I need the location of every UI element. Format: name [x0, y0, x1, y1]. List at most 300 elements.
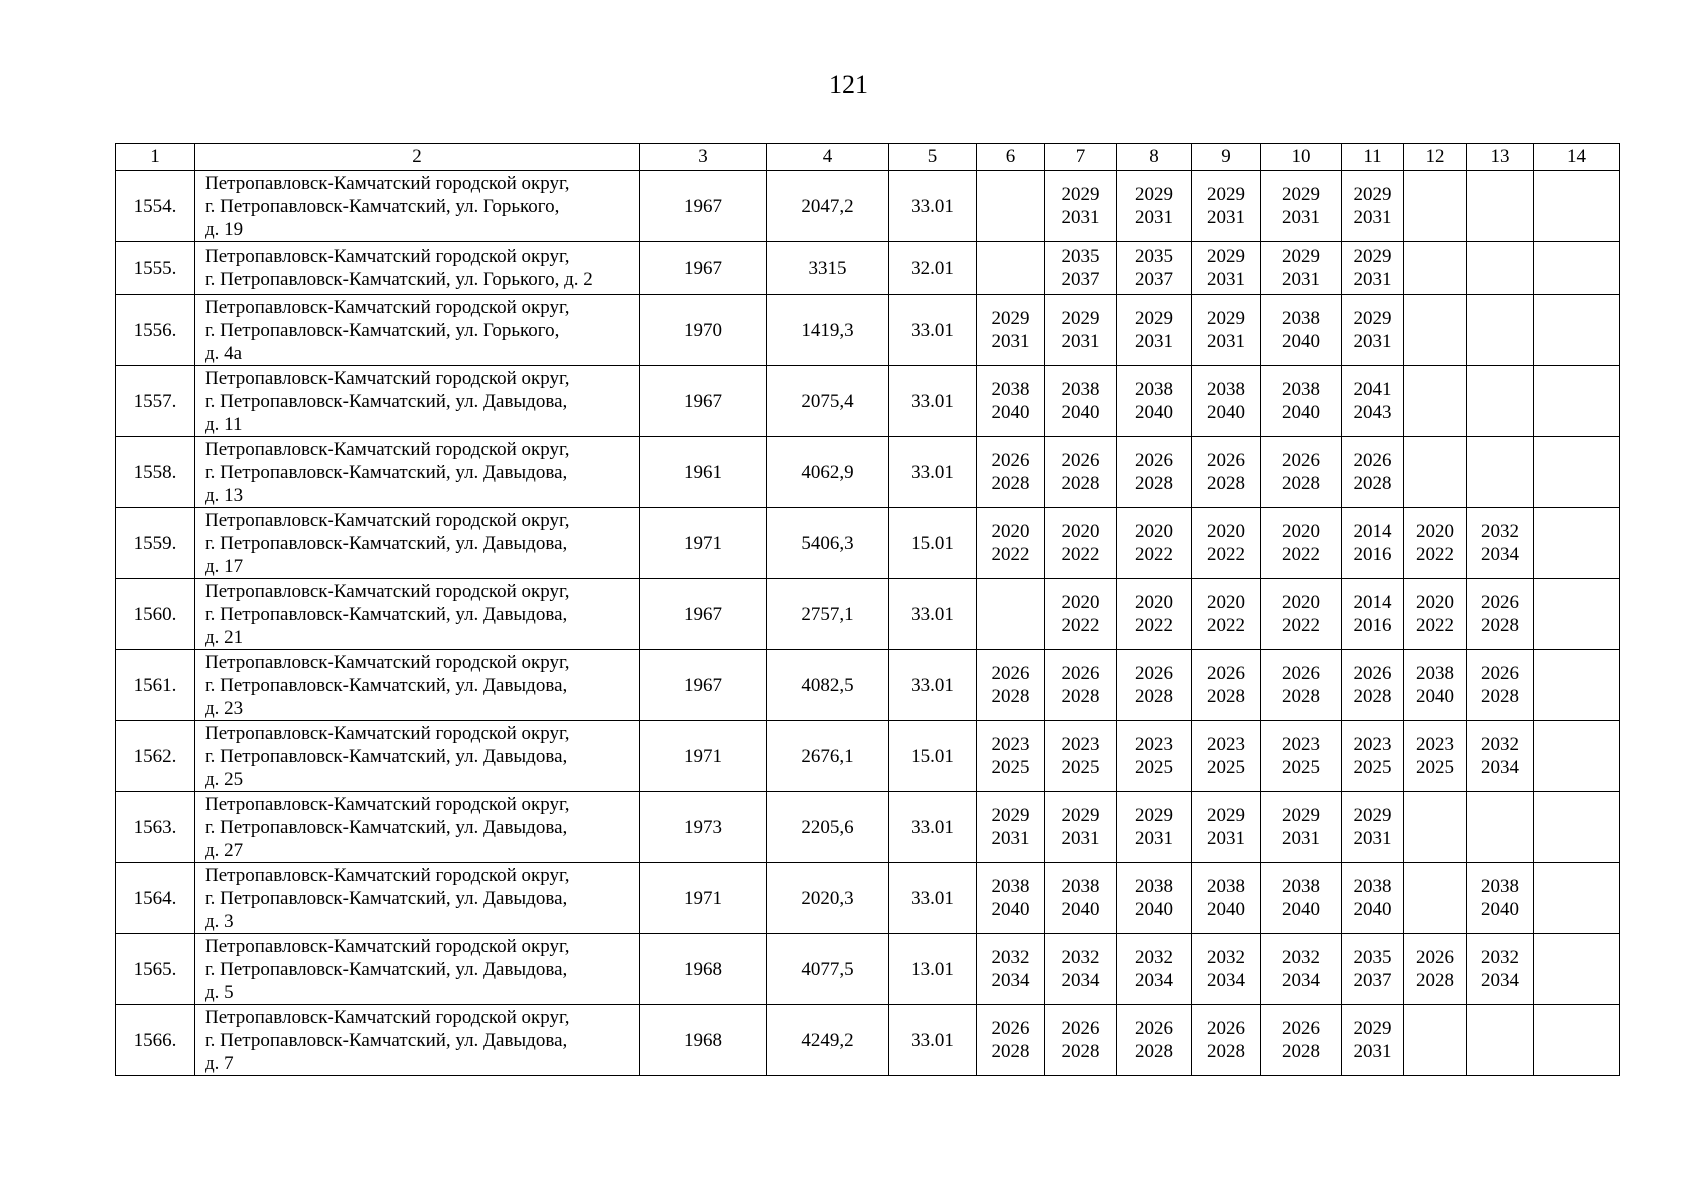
period-cell-12: [1404, 792, 1467, 863]
period-end-year: 2028: [1353, 473, 1392, 494]
table-row: [116, 579, 1620, 650]
period-cell-10: [1261, 508, 1342, 579]
period-cell-14: [1534, 295, 1620, 366]
address-cell: [195, 650, 640, 721]
period-cell-9: [1192, 437, 1261, 508]
period-end-year: 2028: [1135, 473, 1173, 494]
area-cell: 2047,2: [767, 171, 889, 242]
column-header-9: 9: [1192, 144, 1261, 171]
period-cell-6: [977, 792, 1045, 863]
period-end-year: 2028: [1282, 473, 1320, 494]
address-line: Петропавловск-Камчатский городской округ,: [205, 246, 570, 267]
period-cell-10: [1261, 171, 1342, 242]
period-cell-8: [1117, 1005, 1192, 1076]
period-cell-7: [1045, 366, 1117, 437]
period-start-year: 2026: [1416, 947, 1454, 968]
address-line: д. 25: [205, 768, 244, 790]
build-year-cell: 1971: [640, 863, 767, 934]
period-cell-10: [1261, 863, 1342, 934]
period-end-year: 2028: [1481, 615, 1519, 636]
address-line: г. Петропавловск-Камчатский, ул. Горького,: [205, 195, 560, 217]
period-end-year: 2028: [1416, 970, 1454, 991]
period-cell-7: [1045, 934, 1117, 1005]
period-cell-8: [1117, 934, 1192, 1005]
period-start-year: 2032: [1135, 947, 1173, 968]
period-end-year: 2031: [1135, 331, 1173, 352]
address-line: д. 23: [205, 697, 244, 719]
build-year-cell: 1973: [640, 792, 767, 863]
period-cell-10: [1261, 366, 1342, 437]
period-cell-14: [1534, 934, 1620, 1005]
period-start-year: 2020: [1416, 521, 1454, 542]
column-header-14: 14: [1534, 144, 1620, 171]
address-cell: [195, 792, 640, 863]
address-line: г. Петропавловск-Камчатский, ул. Давыдова,: [205, 958, 568, 980]
period-cell-13: [1467, 934, 1534, 1005]
column-header-7: 7: [1045, 144, 1117, 171]
address-line: г. Петропавловск-Камчатский, ул. Давыдова,: [205, 816, 568, 838]
period-start-year: 2026: [1135, 663, 1173, 684]
period-end-year: 2028: [991, 686, 1030, 707]
period-start-year: 2038: [991, 876, 1030, 897]
period-end-year: 2040: [1416, 686, 1454, 707]
period-cell-11: [1342, 792, 1404, 863]
address-line: г. Петропавловск-Камчатский, ул. Давыдова,: [205, 532, 568, 554]
period-cell-9: [1192, 863, 1261, 934]
period-cell-12: [1404, 437, 1467, 508]
period-cell-13: [1467, 792, 1534, 863]
period-start-year: 2023: [1282, 734, 1320, 755]
build-year-cell: 1971: [640, 721, 767, 792]
row-number-cell: 1556.: [116, 295, 195, 366]
period-start-year: 2029: [1135, 805, 1173, 826]
period-cell-9: [1192, 366, 1261, 437]
period-end-year: 2034: [1282, 970, 1320, 991]
period-cell-6: [977, 934, 1045, 1005]
period-start-year: 2026: [1353, 663, 1392, 684]
period-cell-10: [1261, 792, 1342, 863]
period-cell-7: [1045, 171, 1117, 242]
period-start-year: 2035: [1061, 246, 1100, 267]
period-cell-9: [1192, 792, 1261, 863]
column-header-11: 11: [1342, 144, 1404, 171]
period-cell-9: [1192, 171, 1261, 242]
period-cell-11: [1342, 934, 1404, 1005]
address-line: д. 3: [205, 910, 234, 932]
build-year-cell: 1967: [640, 366, 767, 437]
period-cell-10: [1261, 242, 1342, 295]
address-cell: [195, 1005, 640, 1076]
period-end-year: 2028: [1282, 1041, 1320, 1062]
period-end-year: 2022: [1061, 615, 1100, 636]
period-cell-6: [977, 171, 1045, 242]
period-end-year: 2025: [1135, 757, 1173, 778]
period-start-year: 2038: [991, 379, 1030, 400]
period-end-year: 2025: [1353, 757, 1392, 778]
address-line: Петропавловск-Камчатский городской округ,: [205, 509, 570, 531]
period-end-year: 2028: [991, 1041, 1030, 1062]
period-cell-11: [1342, 242, 1404, 295]
address-cell: [195, 863, 640, 934]
period-cell-12: [1404, 934, 1467, 1005]
period-end-year: 2040: [1061, 899, 1100, 920]
period-cell-14: [1534, 171, 1620, 242]
build-year-cell: 1967: [640, 171, 767, 242]
address-line: г. Петропавловск-Камчатский, ул. Давыдова,: [205, 603, 568, 625]
address-line: г. Петропавловск-Камчатский, ул. Давыдова,: [205, 1029, 568, 1051]
period-cell-13: [1467, 242, 1534, 295]
period-cell-14: [1534, 508, 1620, 579]
period-cell-12: [1404, 650, 1467, 721]
period-end-year: 2031: [1353, 331, 1392, 352]
address-cell: [195, 508, 640, 579]
period-start-year: 2029: [1207, 805, 1245, 826]
period-cell-6: [977, 863, 1045, 934]
address-line: Петропавловск-Камчатский городской округ,: [205, 1006, 570, 1028]
period-end-year: 2022: [1282, 544, 1320, 565]
period-cell-8: [1117, 242, 1192, 295]
period-end-year: 2031: [1353, 269, 1392, 290]
table-row: [116, 650, 1620, 721]
period-cell-6: [977, 721, 1045, 792]
period-cell-7: [1045, 295, 1117, 366]
period-start-year: 2038: [1135, 379, 1173, 400]
period-start-year: 2026: [1282, 1018, 1320, 1039]
period-start-year: 2029: [1353, 805, 1392, 826]
code-cell: 15.01: [889, 721, 977, 792]
build-year-cell: 1970: [640, 295, 767, 366]
period-start-year: 2029: [1061, 308, 1100, 329]
row-number-cell: 1558.: [116, 437, 195, 508]
period-cell-12: [1404, 579, 1467, 650]
column-header-2: 2: [195, 144, 640, 171]
period-cell-8: [1117, 437, 1192, 508]
period-cell-6: [977, 366, 1045, 437]
period-end-year: 2028: [1207, 1041, 1245, 1062]
period-end-year: 2037: [1135, 269, 1173, 290]
period-start-year: 2029: [1061, 184, 1100, 205]
period-end-year: 2034: [1135, 970, 1173, 991]
period-start-year: 2020: [1061, 592, 1100, 613]
area-cell: 2020,3: [767, 863, 889, 934]
period-cell-7: [1045, 579, 1117, 650]
period-end-year: 2040: [1481, 899, 1519, 920]
period-end-year: 2022: [1416, 615, 1454, 636]
column-header-8: 8: [1117, 144, 1192, 171]
column-number-header-row: [116, 144, 1620, 171]
address-line: г. Петропавловск-Камчатский, ул. Давыдова,: [205, 674, 568, 696]
period-cell-12: [1404, 242, 1467, 295]
address-cell: [195, 934, 640, 1005]
period-start-year: 2026: [991, 663, 1030, 684]
period-start-year: 2032: [991, 947, 1030, 968]
period-end-year: 2034: [991, 970, 1030, 991]
address-line: д. 17: [205, 555, 244, 577]
period-start-year: 2020: [1135, 521, 1173, 542]
address-line: Петропавловск-Камчатский городской округ,: [205, 296, 570, 318]
period-cell-13: [1467, 863, 1534, 934]
row-number-cell: 1564.: [116, 863, 195, 934]
period-start-year: 2032: [1481, 521, 1519, 542]
period-start-year: 2023: [1135, 734, 1173, 755]
period-cell-6: [977, 579, 1045, 650]
period-cell-10: [1261, 934, 1342, 1005]
period-end-year: 2031: [1061, 828, 1100, 849]
period-cell-14: [1534, 242, 1620, 295]
address-cell: [195, 171, 640, 242]
table-row: [116, 242, 1620, 295]
area-cell: 1419,3: [767, 295, 889, 366]
period-cell-8: [1117, 171, 1192, 242]
table-row: [116, 721, 1620, 792]
period-cell-11: [1342, 437, 1404, 508]
period-start-year: 2029: [991, 308, 1030, 329]
table-row: [116, 863, 1620, 934]
column-header-4: 4: [767, 144, 889, 171]
address-cell: [195, 366, 640, 437]
period-start-year: 2029: [1135, 308, 1173, 329]
build-year-cell: 1968: [640, 934, 767, 1005]
period-start-year: 2038: [1282, 876, 1320, 897]
period-cell-9: [1192, 295, 1261, 366]
period-cell-8: [1117, 863, 1192, 934]
period-cell-12: [1404, 863, 1467, 934]
period-cell-8: [1117, 721, 1192, 792]
period-end-year: 2037: [1353, 970, 1392, 991]
period-start-year: 2023: [1207, 734, 1245, 755]
period-start-year: 2038: [1282, 379, 1320, 400]
address-line: г. Петропавловск-Камчатский, ул. Горького,: [205, 319, 560, 341]
period-start-year: 2029: [1135, 184, 1173, 205]
address-line: Петропавловск-Камчатский городской округ,: [205, 864, 570, 886]
period-start-year: 2029: [1061, 805, 1100, 826]
period-cell-9: [1192, 934, 1261, 1005]
address-line: д. 27: [205, 839, 244, 861]
period-end-year: 2040: [991, 899, 1030, 920]
period-end-year: 2022: [1207, 544, 1245, 565]
table-row: [116, 437, 1620, 508]
period-cell-14: [1534, 437, 1620, 508]
address-line: Петропавловск-Камчатский городской округ,: [205, 722, 570, 744]
period-end-year: 2022: [1061, 544, 1100, 565]
period-start-year: 2026: [1481, 592, 1519, 613]
period-start-year: 2020: [1416, 592, 1454, 613]
period-cell-8: [1117, 508, 1192, 579]
period-end-year: 2025: [1416, 757, 1454, 778]
period-cell-6: [977, 1005, 1045, 1076]
period-cell-13: [1467, 437, 1534, 508]
row-number-cell: 1554.: [116, 171, 195, 242]
period-start-year: 2035: [1135, 246, 1173, 267]
area-cell: 2205,6: [767, 792, 889, 863]
period-start-year: 2026: [1353, 450, 1392, 471]
period-start-year: 2038: [1061, 379, 1100, 400]
row-number-cell: 1555.: [116, 242, 195, 295]
column-header-10: 10: [1261, 144, 1342, 171]
period-end-year: 2028: [1135, 1041, 1173, 1062]
address-line: Петропавловск-Камчатский городской округ,: [205, 651, 570, 673]
period-end-year: 2028: [1061, 1041, 1100, 1062]
period-cell-8: [1117, 579, 1192, 650]
period-end-year: 2040: [1282, 899, 1320, 920]
period-cell-6: [977, 508, 1045, 579]
period-start-year: 2023: [1416, 734, 1454, 755]
code-cell: 15.01: [889, 508, 977, 579]
period-start-year: 2029: [1282, 246, 1320, 267]
area-cell: 4082,5: [767, 650, 889, 721]
period-end-year: 2040: [1353, 899, 1392, 920]
period-cell-10: [1261, 1005, 1342, 1076]
period-start-year: 2026: [991, 1018, 1030, 1039]
period-end-year: 2022: [1282, 615, 1320, 636]
period-start-year: 2029: [1353, 184, 1392, 205]
period-start-year: 2020: [1282, 521, 1320, 542]
column-header-1: 1: [116, 144, 195, 171]
code-cell: 33.01: [889, 295, 977, 366]
period-cell-8: [1117, 295, 1192, 366]
code-cell: 13.01: [889, 934, 977, 1005]
period-cell-12: [1404, 1005, 1467, 1076]
period-cell-12: [1404, 508, 1467, 579]
code-cell: 32.01: [889, 242, 977, 295]
build-year-cell: 1961: [640, 437, 767, 508]
period-end-year: 2028: [1481, 686, 1519, 707]
period-cell-8: [1117, 792, 1192, 863]
period-cell-8: [1117, 650, 1192, 721]
period-start-year: 2035: [1353, 947, 1392, 968]
area-cell: 4077,5: [767, 934, 889, 1005]
period-cell-9: [1192, 1005, 1261, 1076]
table-row: [116, 366, 1620, 437]
period-start-year: 2038: [1207, 876, 1245, 897]
period-cell-11: [1342, 579, 1404, 650]
period-cell-11: [1342, 721, 1404, 792]
area-cell: 5406,3: [767, 508, 889, 579]
period-end-year: 2016: [1353, 544, 1392, 565]
period-start-year: 2026: [1282, 663, 1320, 684]
period-cell-13: [1467, 650, 1534, 721]
period-cell-9: [1192, 242, 1261, 295]
period-start-year: 2041: [1353, 379, 1392, 400]
period-cell-14: [1534, 650, 1620, 721]
period-end-year: 2040: [1135, 899, 1173, 920]
period-start-year: 2032: [1481, 734, 1519, 755]
period-end-year: 2034: [1481, 544, 1519, 565]
period-end-year: 2025: [991, 757, 1030, 778]
period-start-year: 2026: [1061, 663, 1100, 684]
period-cell-12: [1404, 171, 1467, 242]
period-end-year: 2031: [1282, 207, 1320, 228]
period-start-year: 2038: [1416, 663, 1454, 684]
row-number-cell: 1566.: [116, 1005, 195, 1076]
period-cell-14: [1534, 792, 1620, 863]
period-end-year: 2025: [1282, 757, 1320, 778]
period-end-year: 2034: [1061, 970, 1100, 991]
period-end-year: 2031: [1061, 207, 1100, 228]
period-cell-10: [1261, 295, 1342, 366]
period-cell-13: [1467, 295, 1534, 366]
address-cell: [195, 721, 640, 792]
period-cell-7: [1045, 792, 1117, 863]
period-start-year: 2029: [1353, 1018, 1392, 1039]
period-start-year: 2029: [991, 805, 1030, 826]
period-cell-6: [977, 650, 1045, 721]
period-end-year: 2022: [1135, 615, 1173, 636]
page-number: 121: [829, 70, 868, 99]
period-start-year: 2029: [1207, 246, 1245, 267]
row-number-cell: 1565.: [116, 934, 195, 1005]
period-end-year: 2022: [991, 544, 1030, 565]
period-cell-10: [1261, 579, 1342, 650]
period-end-year: 2028: [1135, 686, 1173, 707]
period-cell-13: [1467, 366, 1534, 437]
period-end-year: 2034: [1481, 757, 1519, 778]
period-start-year: 2029: [1207, 184, 1245, 205]
area-cell: 2676,1: [767, 721, 889, 792]
period-cell-12: [1404, 366, 1467, 437]
period-cell-9: [1192, 508, 1261, 579]
period-end-year: 2028: [1207, 473, 1245, 494]
area-cell: 2757,1: [767, 579, 889, 650]
period-end-year: 2025: [1207, 757, 1245, 778]
build-year-cell: 1968: [640, 1005, 767, 1076]
period-cell-14: [1534, 366, 1620, 437]
period-cell-13: [1467, 508, 1534, 579]
period-cell-7: [1045, 1005, 1117, 1076]
period-cell-13: [1467, 171, 1534, 242]
period-cell-6: [977, 242, 1045, 295]
period-cell-14: [1534, 1005, 1620, 1076]
period-cell-9: [1192, 721, 1261, 792]
period-end-year: 2031: [1207, 269, 1245, 290]
area-cell: 3315: [767, 242, 889, 295]
period-cell-13: [1467, 579, 1534, 650]
address-line: д. 5: [205, 981, 234, 1003]
table-body: [116, 171, 1620, 1076]
address-cell: [195, 242, 640, 295]
period-cell-11: [1342, 366, 1404, 437]
period-end-year: 2028: [1061, 473, 1100, 494]
period-start-year: 2032: [1207, 947, 1245, 968]
period-end-year: 2031: [1353, 828, 1392, 849]
period-cell-7: [1045, 721, 1117, 792]
period-start-year: 2029: [1282, 184, 1320, 205]
period-cell-11: [1342, 863, 1404, 934]
code-cell: 33.01: [889, 579, 977, 650]
period-end-year: 2028: [1061, 686, 1100, 707]
period-start-year: 2026: [1282, 450, 1320, 471]
period-cell-14: [1534, 863, 1620, 934]
row-number-cell: 1561.: [116, 650, 195, 721]
period-start-year: 2038: [1061, 876, 1100, 897]
period-end-year: 2040: [991, 402, 1030, 423]
address-line: д. 7: [205, 1052, 234, 1074]
period-cell-9: [1192, 579, 1261, 650]
period-start-year: 2038: [1135, 876, 1173, 897]
period-start-year: 2032: [1061, 947, 1100, 968]
period-cell-9: [1192, 650, 1261, 721]
period-end-year: 2034: [1207, 970, 1245, 991]
period-cell-7: [1045, 508, 1117, 579]
period-end-year: 2031: [1353, 207, 1392, 228]
period-end-year: 2031: [1207, 828, 1245, 849]
code-cell: 33.01: [889, 792, 977, 863]
table-row: [116, 1005, 1620, 1076]
period-start-year: 2026: [1207, 1018, 1245, 1039]
period-cell-13: [1467, 1005, 1534, 1076]
row-number-cell: 1562.: [116, 721, 195, 792]
period-end-year: 2040: [1282, 331, 1320, 352]
